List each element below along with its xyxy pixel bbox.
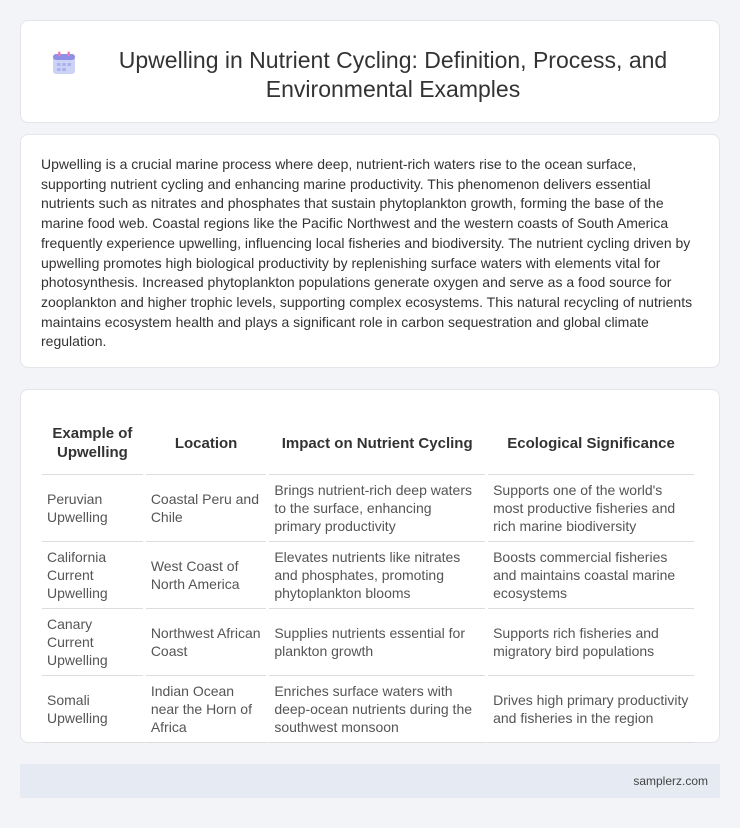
intro-card bbox=[20, 134, 720, 368]
cell-impact: Enriches surface waters with deep-ocean nutrients during the southwest monsoon bbox=[269, 675, 485, 743]
upwelling-table bbox=[39, 410, 697, 743]
cell-location: West Coast of North America bbox=[146, 541, 267, 608]
cell-impact: Elevates nutrients like nitrates and phosphates, promoting phytoplankton blooms bbox=[269, 541, 485, 608]
header-example: Example of Upwelling bbox=[52, 425, 133, 461]
table-row bbox=[42, 675, 694, 743]
cell-example: Peruvian Upwelling bbox=[42, 474, 143, 541]
table-card bbox=[20, 389, 720, 743]
cell-significance: Supports one of the world's most productive fisheries and rich marine biodiversity bbox=[488, 474, 694, 541]
table-row bbox=[42, 608, 694, 675]
footer-site-link[interactable]: samplerz.com bbox=[633, 774, 708, 788]
intro-paragraph: Upwelling is a crucial marine process where deep, nutrient-rich waters rise to the ocean surface, supporting nutrient cycling and enhancing marine productivity. This phenomenon delivers essential nutrients such as nitrates and phosphates that sustain phytoplankton growth, forming the base of the marine food web. Coastal regions like the Pacific Northwest and the western coasts of South America frequently experience upwelling, influencing local fisheries and biodiversity. The nutrient cycling driven by upwelling promotes high biological productivity by replenishing surface waters with elements vital for photosynthesis. Increased phytoplankton populations generate oxygen and serve as a food source for zooplankton and higher trophic levels, supporting complex ecosystems. This natural recycling of nutrients maintains ecosystem health and plays a significant role in carbon sequestration and global climate regulation. bbox=[41, 156, 693, 350]
cell-impact: Brings nutrient-rich deep waters to the surface, enhancing primary productivity bbox=[269, 474, 485, 541]
cell-significance: Boosts commercial fisheries and maintains coastal marine ecosystems bbox=[488, 541, 694, 608]
page-title: Upwelling in Nutrient Cycling: Definition, Process, and Environmental Examples bbox=[118, 47, 668, 102]
header-significance: Ecological Significance bbox=[507, 434, 675, 452]
table-row bbox=[42, 541, 694, 608]
cell-location: Northwest African Coast bbox=[146, 608, 267, 675]
cell-impact: Supplies nutrients essential for plankton growth bbox=[269, 608, 485, 675]
footer bbox=[20, 764, 720, 798]
cell-significance: Drives high primary productivity and fisheries in the region bbox=[488, 675, 694, 743]
cell-significance: Supports rich fisheries and migratory bird populations bbox=[488, 608, 694, 675]
cell-example: Canary Current Upwelling bbox=[42, 608, 143, 675]
table-row bbox=[42, 474, 694, 541]
cell-example: California Current Upwelling bbox=[42, 541, 143, 608]
cell-location: Coastal Peru and Chile bbox=[146, 474, 267, 541]
table-header-row bbox=[42, 410, 694, 474]
header-location: Location bbox=[174, 434, 238, 452]
header-impact: Impact on Nutrient Cycling bbox=[281, 434, 473, 452]
header-card bbox=[20, 20, 720, 123]
cell-location: Indian Ocean near the Horn of Africa bbox=[146, 675, 267, 743]
title-row bbox=[21, 21, 719, 104]
cell-example: Somali Upwelling bbox=[42, 675, 143, 743]
calendar-icon bbox=[51, 50, 77, 76]
